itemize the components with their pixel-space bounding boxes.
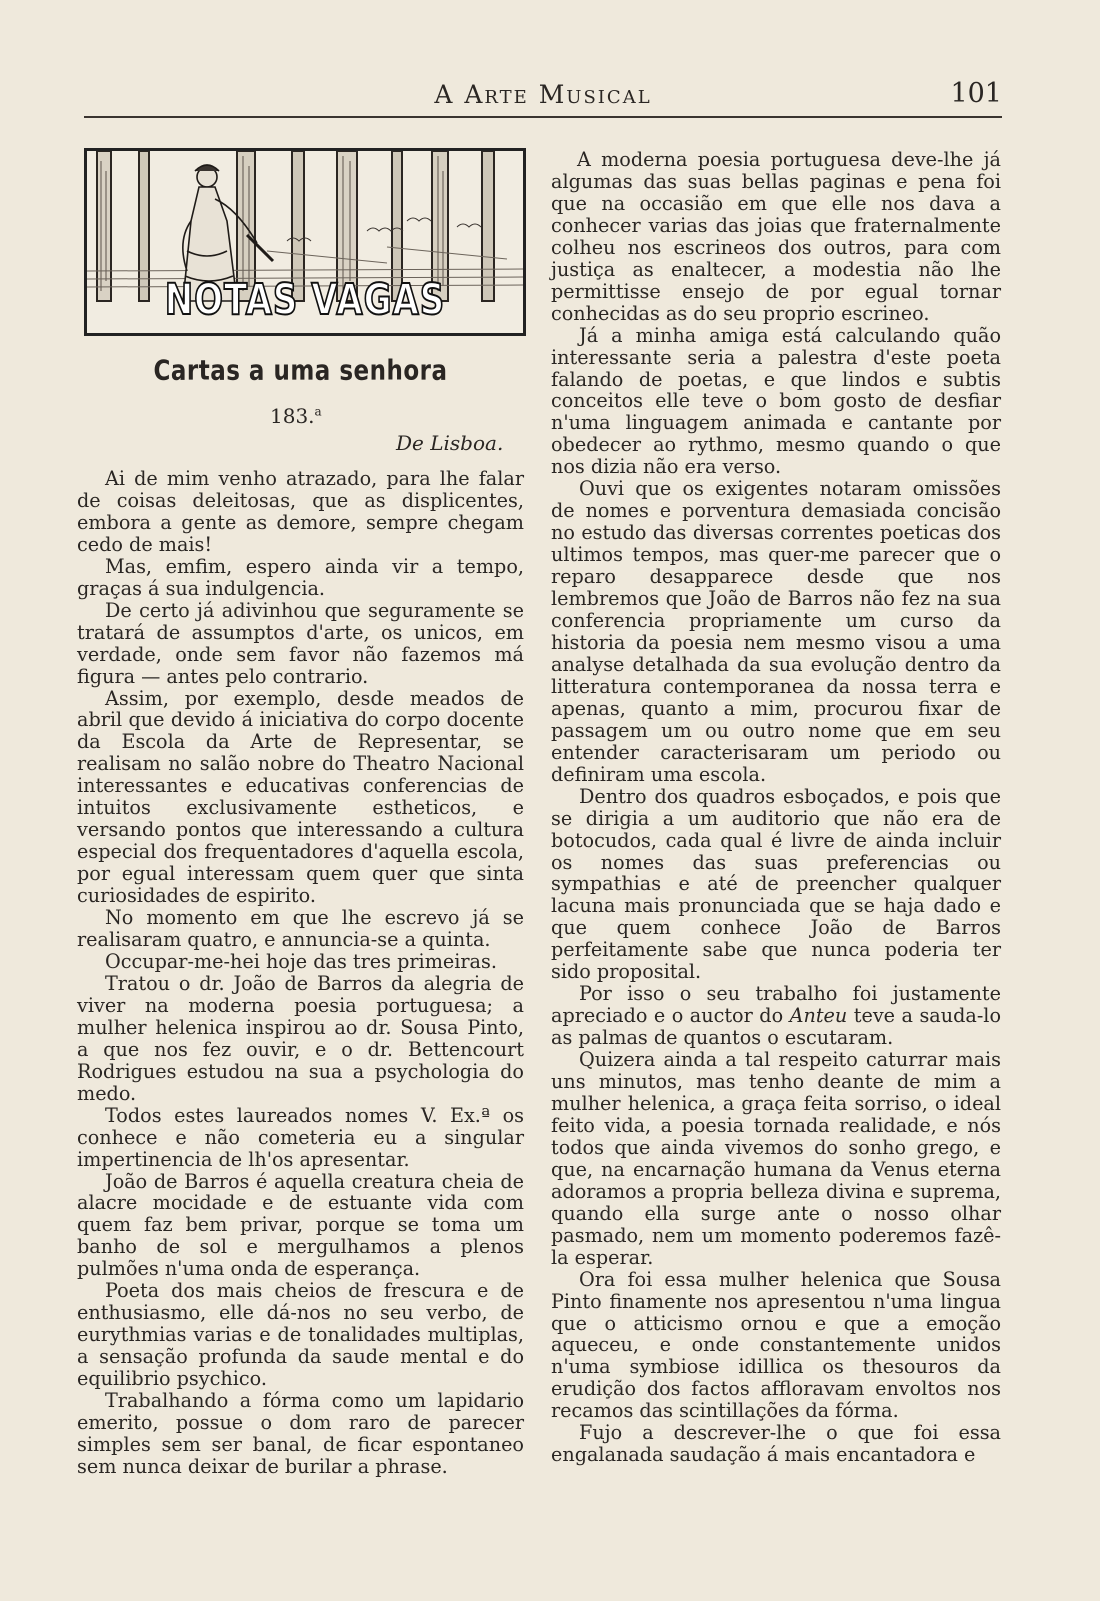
page-number: 101 [950,78,1002,109]
paragraph: Ouvi que os exigentes notaram omissões de nomes e porventura demasiada concisão no estudo das diversas correntes poeticas dos ultimos tempos, mas quer-me parecer que o reparo desapparece desde que nos lembremos que João de Barros não fez na sua conferencia propriamente um curso da historia da poesia nem mesmo visou a uma analyse detalhada da sua evolução dentro da litteratura contemporanea da nossa terra e apenas, quanto a mim, procurou fixar de passagem um ou outro nome que em seu entender caracterisaram um periodo ou definiram uma escola. [551,477,1001,786]
paragraph: Assim, por exemplo, desde meados de abril que devido á iniciativa do corpo docente da Escola da Arte de Representar, se realisam no salão nobre do Theatro Nacional interessantes e educativas conferencias de intuitos exclusivamente estheticos, e versando pontos que interessando a cultura especial dos frequentadores d'aquella escola, por egual interessam quem quer que sinta curiosidades de espirito. [77,686,524,908]
paragraph: Occupar-me-hei hoje das tres primeiras. [105,949,497,973]
right-column [551,149,1001,1466]
banner-title: NOTAS VAGAS [164,275,446,325]
paragraph: Quizera ainda a tal respeito caturrar mais uns minutos, mas tenho deante de mim a mulher helenica, a graça feita sorriso, o ideal feito vida, a poesia tornada realidade, e nós todos que ainda vivemos do sonho grego, e que, na encarnação humana da Venus eterna adoramos a propria belleza divina e suprema, quando ella surge ante o nosso olhar pasmado, nem um momento poderemos fazê-la esperar. [551,1048,1001,1269]
paragraph: João de Barros é aquella creatura cheia de alacre mocidade e de estuante vida com quem faz bem privar, porque se toma um banho de sol e mergulhamos a plenos pulmões n'uma onda de esperança. [77,1169,524,1281]
paragraph: Ora foi essa mulher helenica que Sousa Pinto finamente nos apresentou n'uma lingua que o atticismo ornou e que a emoção aqueceu, e onde constantemente unidos n'uma symbiose idillica os thesouros da erudição dos factos affloravam envoltos nos recamos das scintillações da fórma. [551,1267,1001,1423]
paragraph-text: teve a sauda-lo as palmas de quantos o escutaram. [551,1004,1001,1050]
letter-number [270,404,322,428]
paragraph: Mas, emfim, espero ainda vir a tempo, graças á sua indulgencia. [77,554,524,600]
header-rule [84,116,1002,118]
paragraph: Tratou o dr. João de Barros da alegria de viver na moderna poesia portuguesa; a mulher helenica inspirou ao dr. Sousa Pinto, a que nos fez ouvir, e o dr. Bettencourt Rodrigues estudou na sua a psychologia do medo. [77,971,524,1105]
paragraph: De certo já adivinhou que seguramente se tratará de assumptos d'arte, os unicos, em verdade, onde sem favor não fazemos má figura — antes pelo contrario. [77,598,524,688]
paragraph: Já a minha amiga está calculando quão interessante seria a palestra d'este poeta falando de poetas, e que lindos e subtis conceitos elle teve o bom gosto de desfiar n'uma linguagem animada e cantante por obedecer ao rythmo, mesmo quando o que nos dizia não era verso. [551,323,1001,479]
paragraph: Todos estes laureados nomes V. Ex.ª os conhece e não cometeria eu a singular impertinencia de lh'os apresentar. [77,1103,524,1171]
paragraph: No momento em que lhe escrevo já se realisaram quatro, e annuncia-se a quinta. [77,906,524,952]
work-title: Anteu [789,1004,848,1028]
paragraph: A moderna poesia portuguesa deve-lhe já algumas das suas bellas paginas e pena foi que na occasião em que elle nos dava a conhecer varias das joias que fraternalmente colheu nos escrineos dos outros, para com justiça as enaltecer, a modestia não lhe permittisse ensejo de por egual tornar conhecidas as do seu proprio escrineo. [551,148,1001,325]
journal-title: A Arte Musical [434,80,652,109]
paragraph: Poeta dos mais cheios de frescura e de enthusiasmo, elle dá-nos no seu verbo, de eurythmias varias e de tonalidades multiplas, a sensação profunda da saude mental e do equilibrio psychico. [77,1279,524,1391]
letter-number-sup: a [314,404,322,419]
dateline: De Lisboa. [396,431,504,455]
notas-vagas-banner [84,148,526,336]
article-title: Cartas a uma senhora [153,355,448,387]
running-header [84,78,1002,118]
letter-number-value: 183. [270,404,315,428]
paragraph: Fujo a descrever-lhe o que foi essa engalanada saudação á mais encantadora e [551,1421,1001,1467]
paragraph: Ai de mim venho atrazado, para lhe falar de coisas deleitosas, que as displicentes, embora a gente as demore, sempre chegam cedo de mais! [77,467,524,556]
paragraph: Dentro dos quadros esboçados, e pois que se dirigia a um auditorio que não era de botocudos, cada qual é livre de ainda incluir os nomes das suas preferencias ou sympathias e até de preencher qualquer lacuna mais pronunciada que se haja dado e que quem conhece João de Barros perfeitamente sabe que nunca poderia ter sido proposital. [551,784,1001,984]
paragraph [551,983,1001,1049]
paragraph: Trabalhando a fórma como um lapidario emerito, possue o dom raro de parecer simples sem ser banal, de ficar espontaneo sem nunca deixar de burilar a phrase. [77,1389,524,1478]
left-column [77,468,524,1478]
paragraph-text: Por isso o seu trabalho foi justamente apreciado e o auctor do [551,982,1001,1028]
